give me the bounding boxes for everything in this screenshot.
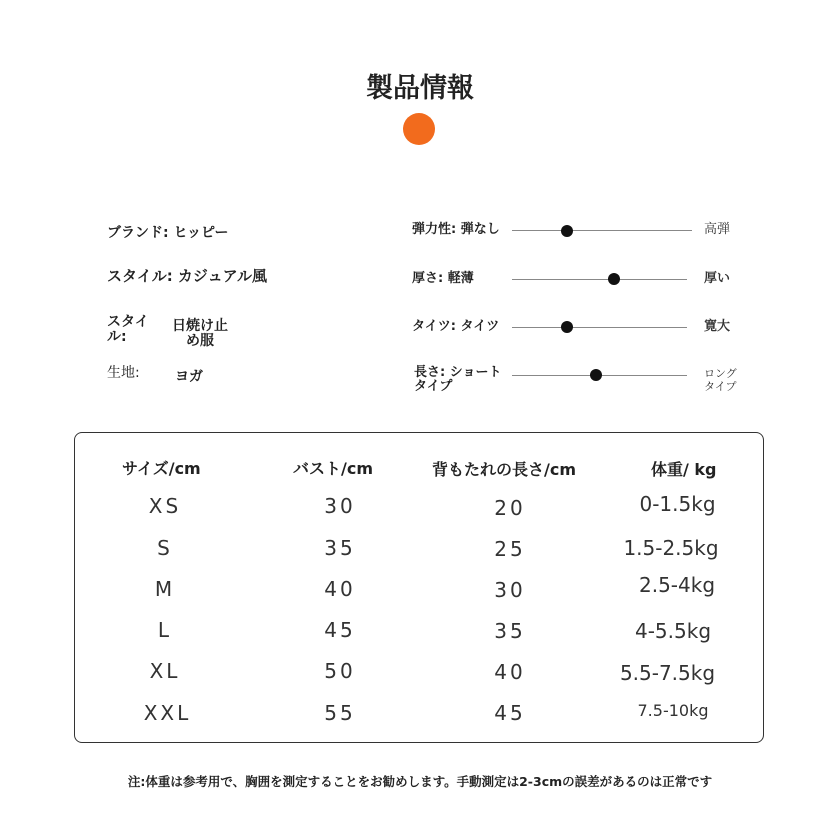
footnote: 注:体重は参考用で、胸囲を測定することをお勧めします。手動測定は2-3cmの誤差があるのは正常です bbox=[127, 774, 713, 789]
slider-elasticity-track bbox=[512, 230, 692, 231]
slider-length-label-2: タイプ bbox=[414, 379, 453, 394]
table-cell-bust: 30 bbox=[324, 494, 356, 518]
table-cell-weight: 4-5.5kg bbox=[634, 619, 712, 643]
slider-fit-end: 寛大 bbox=[704, 319, 731, 334]
table-cell-size: XXL bbox=[143, 701, 192, 725]
table-cell-size: XS bbox=[148, 494, 182, 518]
table-cell-weight: 7.5-10kg bbox=[637, 701, 709, 720]
spec-style: スタイル: カジュアル風 bbox=[107, 267, 268, 285]
slider-elasticity-end: 高弾 bbox=[704, 222, 731, 237]
slider-thickness-track bbox=[512, 279, 687, 280]
table-cell-bust: 40 bbox=[324, 577, 356, 601]
table-cell-weight: 0-1.5kg bbox=[639, 492, 716, 516]
table-cell-size: XL bbox=[149, 659, 181, 683]
slider-elasticity-knob bbox=[561, 225, 573, 237]
slider-fit-label: タイツ: タイツ bbox=[412, 319, 500, 334]
table-cell-bust: 50 bbox=[324, 659, 356, 683]
table-header-bust: バスト/cm bbox=[293, 459, 374, 478]
table-cell-size: S bbox=[157, 536, 173, 560]
table-cell-weight: 1.5-2.5kg bbox=[623, 536, 719, 560]
table-cell-size: M bbox=[154, 577, 176, 601]
slider-fit-track bbox=[512, 327, 687, 328]
spec-style2-label-2: ル: bbox=[107, 329, 127, 345]
table-cell-weight: 5.5-7.5kg bbox=[619, 661, 716, 685]
spec-style2-value-1: 日焼け止 bbox=[172, 318, 228, 334]
accent-dot bbox=[403, 113, 435, 145]
table-cell-back-length: 35 bbox=[494, 619, 526, 643]
table-cell-back-length: 45 bbox=[494, 701, 526, 725]
slider-fit-knob bbox=[561, 321, 573, 333]
table-header-size: サイズ/cm bbox=[122, 459, 201, 478]
table-cell-weight: 2.5-4kg bbox=[638, 573, 716, 597]
table-cell-back-length: 40 bbox=[494, 660, 526, 684]
page-title: 製品情報 bbox=[366, 73, 474, 104]
slider-thickness-end: 厚い bbox=[704, 271, 731, 286]
slider-length-end-2: タイプ bbox=[704, 380, 737, 393]
spec-style2-value-2: め服 bbox=[186, 333, 214, 349]
table-header-weight: 体重/ kg bbox=[651, 460, 717, 479]
table-cell-bust: 55 bbox=[324, 701, 356, 725]
table-header-back-length: 背もたれの長さ/cm bbox=[432, 460, 577, 479]
table-cell-bust: 35 bbox=[324, 536, 356, 560]
table-cell-back-length: 20 bbox=[494, 496, 526, 520]
slider-thickness-label: 厚さ: 軽薄 bbox=[412, 271, 474, 286]
slider-thickness-knob bbox=[608, 273, 620, 285]
table-cell-bust: 45 bbox=[324, 618, 356, 642]
table-cell-back-length: 25 bbox=[494, 537, 526, 561]
slider-length-label-1: 長さ: ショート bbox=[414, 365, 502, 380]
spec-fabric-value: ヨガ bbox=[175, 369, 203, 385]
spec-brand: ブランド: ヒッピー bbox=[107, 225, 229, 241]
table-cell-back-length: 30 bbox=[494, 578, 526, 602]
spec-style2-label-1: スタイ bbox=[107, 314, 149, 330]
table-cell-size: L bbox=[157, 618, 173, 642]
slider-length-end-1: ロング bbox=[704, 367, 737, 380]
slider-length-knob bbox=[590, 369, 602, 381]
slider-elasticity-label: 弾力性: 弾なし bbox=[412, 222, 500, 237]
spec-fabric-label: 生地: bbox=[107, 365, 140, 381]
